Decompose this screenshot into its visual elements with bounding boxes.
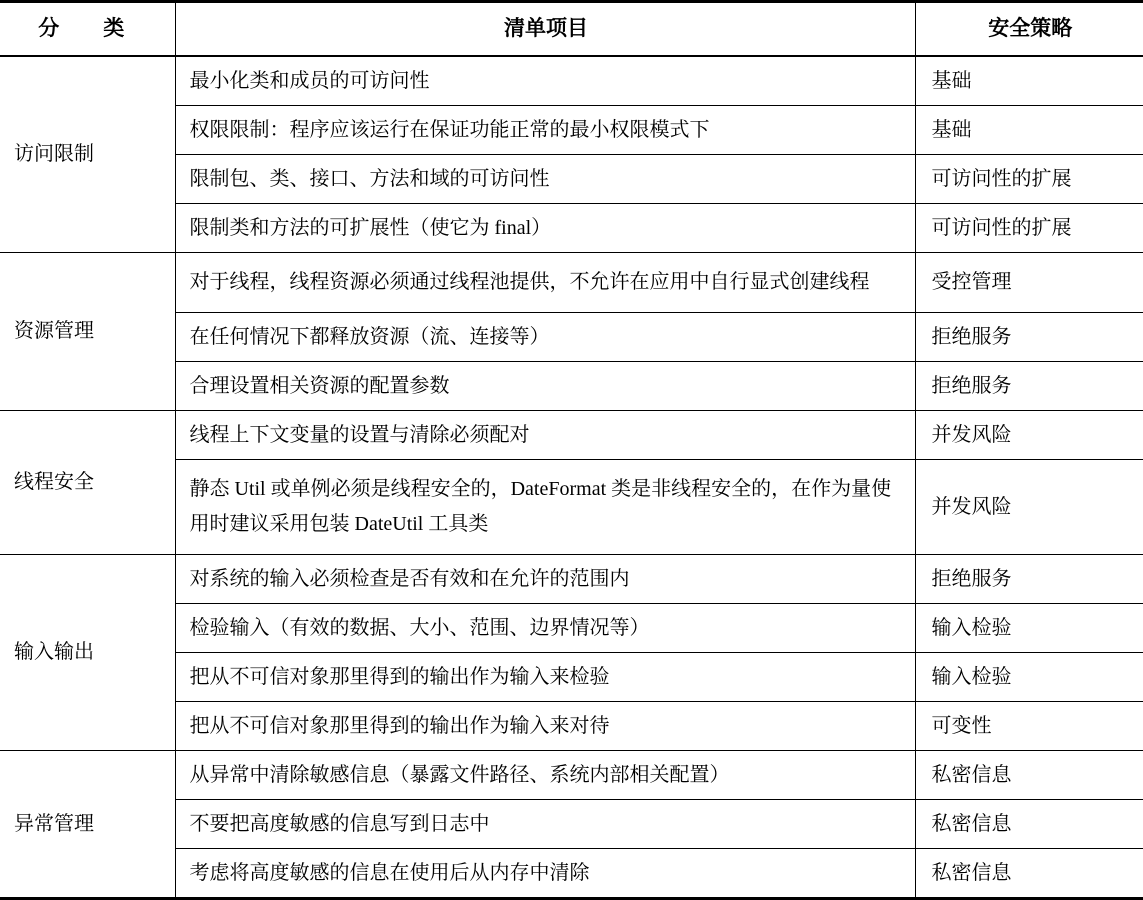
policy-label: 输入检验 <box>916 653 1143 701</box>
item-cell <box>175 848 915 898</box>
policy-cell <box>915 252 1143 312</box>
policy-label: 基础 <box>916 57 1143 105</box>
category-label: 异常管理 <box>0 800 175 848</box>
table-row <box>0 410 1143 459</box>
column-header-item <box>175 2 915 56</box>
item-cell <box>175 459 915 554</box>
item-label: 从异常中清除敏感信息（暴露文件路径、系统内部相关配置） <box>176 751 915 799</box>
policy-cell <box>915 701 1143 750</box>
policy-label: 私密信息 <box>916 800 1143 848</box>
policy-label: 受控管理 <box>916 258 1143 306</box>
item-cell <box>175 554 915 603</box>
item-label: 对于线程，线程资源必须通过线程池提供，不允许在应用中自行显式创建线程 <box>176 253 915 312</box>
item-cell <box>175 799 915 848</box>
item-label: 检验输入（有效的数据、大小、范围、边界情况等） <box>176 604 915 652</box>
item-cell <box>175 203 915 252</box>
policy-label: 拒绝服务 <box>916 362 1143 410</box>
table-row <box>0 554 1143 603</box>
policy-cell <box>915 154 1143 203</box>
category-label: 线程安全 <box>0 458 175 506</box>
item-label: 限制包、类、接口、方法和域的可访问性 <box>176 155 915 203</box>
column-header-category-label: 分 类 <box>0 3 175 55</box>
policy-label: 可访问性的扩展 <box>916 204 1143 252</box>
policy-cell <box>915 312 1143 361</box>
item-cell <box>175 750 915 799</box>
category-cell <box>0 252 175 410</box>
policy-label: 拒绝服务 <box>916 555 1143 603</box>
policy-cell <box>915 459 1143 554</box>
policy-cell <box>915 652 1143 701</box>
item-cell <box>175 410 915 459</box>
item-label: 在任何情况下都释放资源（流、连接等） <box>176 313 915 361</box>
table-row <box>0 750 1143 799</box>
item-label: 限制类和方法的可扩展性（使它为 final） <box>176 204 915 252</box>
policy-cell <box>915 603 1143 652</box>
item-cell <box>175 312 915 361</box>
item-cell <box>175 252 915 312</box>
table-header-row <box>0 2 1143 56</box>
policy-cell <box>915 554 1143 603</box>
column-header-item-label: 清单项目 <box>176 3 915 55</box>
column-header-policy <box>915 2 1143 56</box>
policy-label: 并发风险 <box>916 411 1143 459</box>
category-label: 输入输出 <box>0 628 175 676</box>
policy-label: 私密信息 <box>916 849 1143 897</box>
item-cell <box>175 361 915 410</box>
column-header-category <box>0 2 175 56</box>
policy-label: 私密信息 <box>916 751 1143 799</box>
item-cell <box>175 105 915 154</box>
item-cell <box>175 154 915 203</box>
policy-label: 可访问性的扩展 <box>916 155 1143 203</box>
item-label: 对系统的输入必须检查是否有效和在允许的范围内 <box>176 555 915 603</box>
policy-label: 基础 <box>916 106 1143 154</box>
policy-cell <box>915 56 1143 106</box>
category-cell <box>0 56 175 253</box>
item-cell <box>175 701 915 750</box>
item-cell <box>175 56 915 106</box>
category-cell <box>0 750 175 898</box>
policy-cell <box>915 848 1143 898</box>
category-label: 资源管理 <box>0 307 175 355</box>
item-label: 不要把高度敏感的信息写到日志中 <box>176 800 915 848</box>
item-label: 合理设置相关资源的配置参数 <box>176 362 915 410</box>
policy-label: 拒绝服务 <box>916 313 1143 361</box>
policy-label: 并发风险 <box>916 483 1143 531</box>
item-cell <box>175 603 915 652</box>
policy-cell <box>915 799 1143 848</box>
item-label: 把从不可信对象那里得到的输出作为输入来检验 <box>176 653 915 701</box>
policy-cell <box>915 361 1143 410</box>
policy-label: 可变性 <box>916 702 1143 750</box>
policy-cell <box>915 105 1143 154</box>
policy-cell <box>915 750 1143 799</box>
item-label: 线程上下文变量的设置与清除必须配对 <box>176 411 915 459</box>
category-label: 访问限制 <box>0 130 175 178</box>
item-label: 最小化类和成员的可访问性 <box>176 57 915 105</box>
category-cell <box>0 554 175 750</box>
table-row <box>0 252 1143 312</box>
table-row <box>0 56 1143 106</box>
item-label: 考虑将高度敏感的信息在使用后从内存中清除 <box>176 849 915 897</box>
item-label: 把从不可信对象那里得到的输出作为输入来对待 <box>176 702 915 750</box>
item-label: 权限限制：程序应该运行在保证功能正常的最小权限模式下 <box>176 106 915 154</box>
column-header-policy-label: 安全策略 <box>916 3 1143 55</box>
category-cell <box>0 410 175 554</box>
policy-label: 输入检验 <box>916 604 1143 652</box>
policy-cell <box>915 203 1143 252</box>
item-cell <box>175 652 915 701</box>
policy-cell <box>915 410 1143 459</box>
item-label: 静态 Util 或单例必须是线程安全的，DateFormat 类是非线程安全的，在作为量使用时建议采用包装 DateUtil 工具类 <box>176 460 915 554</box>
